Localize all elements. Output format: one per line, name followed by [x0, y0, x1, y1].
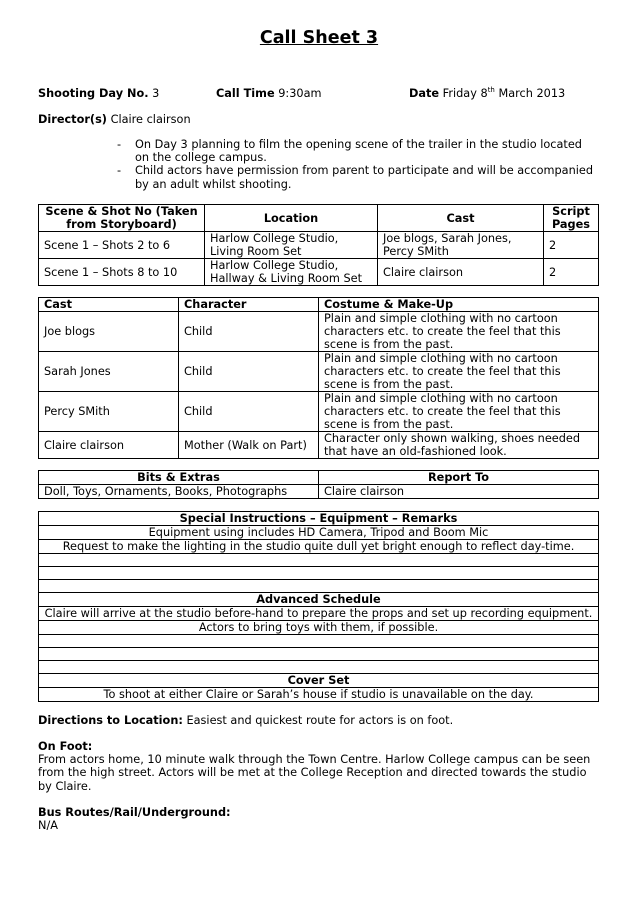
directors-value: Claire clairson [110, 113, 191, 126]
section-heading-row [39, 593, 599, 607]
table-row [39, 580, 599, 593]
special-heading: Special Instructions – Equipment – Remarks [39, 512, 599, 526]
bus-label: Bus Routes/Rail/Underground: [38, 806, 231, 819]
notes-list [117, 138, 597, 191]
shooting-day-value: 3 [152, 87, 160, 100]
table-row: Sarah Jones Child Plain and simple clothing with no cartoon characters etc. to create the feel that this scene is from the past. [39, 352, 599, 392]
date-post: March 2013 [494, 87, 566, 100]
table-row: Scene 1 – Shots 8 to 10 Harlow College Studio, Hallway & Living Room Set Claire clairson 2 [39, 259, 599, 286]
list-item: - On Day 3 planning to film the opening scene of the trailer in the studio located on the college campus. [117, 138, 582, 165]
table-row [39, 635, 599, 648]
table-row: To shoot at either Claire or Sarah’s house if studio is unavailable on the day. [39, 688, 599, 702]
cast-table [38, 297, 599, 459]
cover-heading: Cover Set [39, 674, 599, 688]
date-sup: th [487, 86, 495, 95]
table-row: Scene 1 – Shots 2 to 6 Harlow College Studio, Living Room Set Joe blogs, Sarah Jones, Percy SMith 2 [39, 232, 599, 259]
bits-extras-table [38, 470, 599, 499]
table-row: Percy SMith Child Plain and simple clothing with no cartoon characters etc. to create the feel that this scene is from the past. [39, 392, 599, 432]
instructions-table [38, 511, 599, 702]
directions-label: Directions to Location: [38, 714, 183, 727]
on-foot-text: From actors home, 10 minute walk through the Town Centre. Harlow College campus can be seen from the high street. Actors will be met at the College Reception and directed towards the studio by Claire. [38, 753, 591, 793]
table-row: Equipment using includes HD Camera, Tripod and Boom Mic [39, 526, 599, 540]
call-time-value: 9:30am [278, 87, 322, 100]
shooting-day-label: Shooting Day No. [38, 87, 149, 100]
call-time [216, 87, 322, 100]
table-row [39, 661, 599, 674]
section-heading-row [39, 674, 599, 688]
date-label: Date [409, 87, 440, 100]
table-row [39, 554, 599, 567]
table-header-row: Bits & Extras Report To [39, 471, 599, 485]
advanced-heading: Advanced Schedule [39, 593, 599, 607]
call-time-label: Call Time [216, 87, 275, 100]
section-heading-row [39, 512, 599, 526]
table-row: Doll, Toys, Ornaments, Books, Photographs Claire clairson [39, 485, 599, 499]
date [409, 87, 565, 100]
list-item: - Child actors have permission from parent to participate and will be accompanied by an adult whilst shooting. [117, 164, 594, 191]
table-header-row: Cast Character Costume & Make-Up [39, 298, 599, 312]
table-row [39, 648, 599, 661]
table-row: Request to make the lighting in the studio quite dull yet bright enough to reflect day-time. [39, 540, 599, 554]
directions [38, 714, 453, 727]
table-row: Claire will arrive at the studio before-hand to prepare the props and set up recording equipment. [39, 607, 599, 621]
directors-label: Director(s) [38, 113, 107, 126]
on-foot-label: On Foot: [38, 740, 93, 753]
table-row: Joe blogs Child Plain and simple clothing with no cartoon characters etc. to create the feel that this scene is from the past. [39, 312, 599, 352]
bus-value: N/A [38, 819, 58, 832]
table-row: Actors to bring toys with them, if possible. [39, 621, 599, 635]
page-title: Call Sheet 3 [259, 28, 379, 48]
scene-table [38, 204, 599, 286]
table-header-row: Scene & Shot No (Taken from Storyboard) Location Cast Script Pages [39, 205, 599, 232]
table-row [39, 567, 599, 580]
directions-value: Easiest and quickest route for actors is on foot. [186, 714, 454, 727]
date-pre: Friday 8 [442, 87, 488, 100]
directors [38, 113, 191, 126]
table-row: Claire clairson Mother (Walk on Part) Character only shown walking, shoes needed that have an old-fashioned look. [39, 432, 599, 459]
shooting-day [38, 87, 159, 100]
